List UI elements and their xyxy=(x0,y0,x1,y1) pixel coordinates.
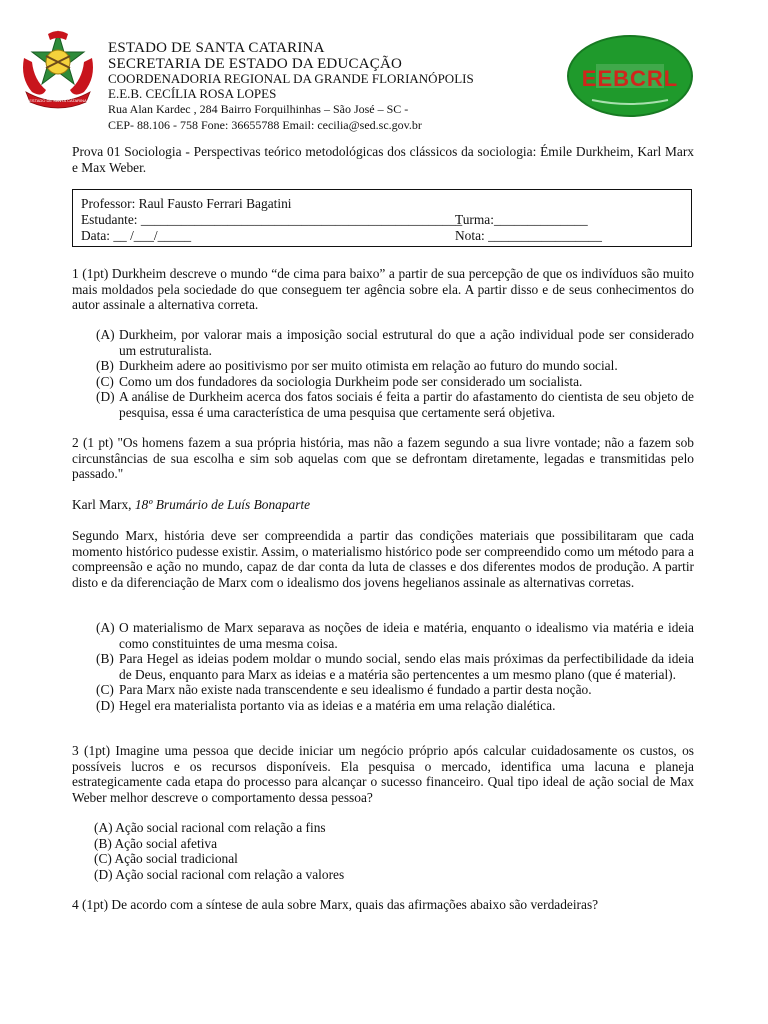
q1-option-a[interactable] xyxy=(96,327,694,358)
state-name: ESTADO DE SANTA CATARINA xyxy=(108,40,325,56)
class-field[interactable]: Turma:______________ xyxy=(455,212,588,227)
option-label: (B) xyxy=(96,358,114,374)
question-2-options xyxy=(96,620,694,714)
question-2-text: 2 (1 pt) "Os homens fazem a sua própria história, mas não a fazem segundo a sua livre vontade; não a fazem sob circunstâncias de sua escolha e sim sob aquelas com que se defrontam diretamente, legadas e transmitidas pelo passado." xyxy=(72,435,694,482)
option-label: (A) xyxy=(96,620,115,635)
option-text: Ação social afetiva xyxy=(114,835,218,851)
q1-option-d[interactable] xyxy=(96,389,694,420)
q3-option-d[interactable] xyxy=(94,867,494,883)
option-label: (B) xyxy=(94,835,112,851)
question-2-followup: Segundo Marx, história deve ser compreendida a partir das condições materiais que possibilitaram que cada momento histórico pudesse existir. Assim, o materialismo histórico pode ser compreendido como um método para a compreensão e ação no mundo, capaz de dar conta da luta de classes e dos diferentes modos de produção. A partir disto e da diferenciação de Marx com o idealismo dos jovens hegelianos assinale as alternativas corretas. xyxy=(72,528,694,590)
student-field[interactable]: Estudante: ________________________________________________ xyxy=(81,212,463,227)
option-text: Ação social racional com relação a valores xyxy=(115,866,345,882)
question-1-text: 1 (1pt) Durkheim descreve o mundo “de cima para baixo” a partir de sua percepção de que os indivíduos são muito mais moldados pela sociedade do que conseguem ter agência sobre ela. A partir disso e de seus conhecimentos do autor assinale a alternativa correta. xyxy=(72,266,694,313)
q2-option-c[interactable] xyxy=(96,682,694,698)
school-address: Rua Alan Kardec , 284 Bairro Forquilhinhas – São José – SC - xyxy=(108,102,409,116)
letterhead xyxy=(18,28,758,138)
option-text: Ação social tradicional xyxy=(114,851,238,867)
q2-option-a[interactable] xyxy=(96,620,694,651)
q3-option-b[interactable] xyxy=(94,836,494,852)
citation-author: Karl Marx, xyxy=(72,497,135,512)
option-label: (D) xyxy=(96,697,115,713)
q2-option-b[interactable] xyxy=(96,651,694,682)
q3-option-a[interactable] xyxy=(94,820,494,836)
school-logo-icon xyxy=(566,34,694,118)
option-text: Para Marx não existe nada transcendente e seu idealismo é fundado a partir desta noção. xyxy=(119,682,592,698)
option-label: (C) xyxy=(94,851,112,867)
question-1-options xyxy=(96,327,694,421)
question-2-citation xyxy=(72,497,694,513)
question-3-text: 3 (1pt) Imagine uma pessoa que decide iniciar um negócio próprio após calcular cuidadosamente os custos, os possíveis lucros e os recursos disponíveis. Ela pesquisa o mercado, identifica uma lacuna e planeja estrategicamente cada etapa do processo para alcançar o sucesso financeiro. Qual tipo ideal de ação social de Max Weber melhor descreve o comportamento dessa pessoa? xyxy=(72,743,694,805)
grade-field[interactable]: Nota: _________________ xyxy=(455,228,602,243)
option-text: A análise de Durkheim acerca dos fatos sociais é feita a partir do afastamento do cientista de seu objeto de pesquisa, essa é uma característica de uma pesquisa que certamente será objetiva. xyxy=(119,389,694,420)
q2-option-d[interactable] xyxy=(96,698,694,714)
q3-option-c[interactable] xyxy=(94,851,494,867)
option-label: (A) xyxy=(94,820,113,835)
q1-option-c[interactable] xyxy=(96,374,694,390)
option-text: Durkheim, por valorar mais a imposição social estrutural do que a ação individual pode ser considerado um estruturalista. xyxy=(119,327,694,358)
question-4-text: 4 (1pt) De acordo com a síntese de aula sobre Marx, quais das afirmações abaixo são verdadeiras? xyxy=(72,897,599,912)
secretariat-name: SECRETARIA DE ESTADO DA EDUCAÇÃO xyxy=(108,56,403,72)
option-label: (C) xyxy=(96,682,114,698)
teacher-name: Professor: Raul Fausto Ferrari Bagatini xyxy=(81,196,292,211)
school-name: E.E.B. CECÍLIA ROSA LOPES xyxy=(108,85,277,101)
question-3-options xyxy=(94,820,494,882)
option-label: (D) xyxy=(94,866,113,882)
option-text: Durkheim adere ao positivismo por ser muito otimista em relação ao futuro do mundo social. xyxy=(119,358,618,374)
exam-title: Prova 01 Sociologia - Perspectivas teórico metodológicas dos clássicos da sociologia: Émile Durkheim, Karl Marx e Max Weber. xyxy=(72,144,694,175)
option-text: Ação social racional com relação a fins xyxy=(115,820,326,835)
q1-option-b[interactable] xyxy=(96,358,694,374)
crest-banner-text: ESTADO DE SANTA CATARINA xyxy=(29,98,87,103)
option-label: (C) xyxy=(96,373,114,389)
citation-work: 18º Brumário de Luís Bonaparte xyxy=(134,497,311,512)
option-text: Hegel era materialista portanto via as ideias e a matéria em uma relação dialética. xyxy=(119,697,556,713)
logo-text: EEBCRL xyxy=(581,66,679,91)
option-label: (D) xyxy=(96,389,115,405)
date-field[interactable]: Data: __ /___/_____ xyxy=(81,228,192,243)
letterhead-text xyxy=(108,40,578,133)
school-contact: CEP- 88.106 - 758 Fone: 36655788 Email: cecilia@sed.sc.gov.br xyxy=(108,118,422,132)
state-crest-icon xyxy=(18,28,98,110)
option-label: (A) xyxy=(96,327,115,342)
student-info-box xyxy=(72,189,692,247)
coordination-name: COORDENADORIA REGIONAL DA GRANDE FLORIANÓPOLIS xyxy=(108,71,474,86)
option-text: O materialismo de Marx separava as noções de ideia e matéria, enquanto o idealismo via matéria e ideia como constituintes de uma mesma coisa. xyxy=(119,620,694,651)
option-text: Como um dos fundadores da sociologia Durkheim pode ser considerado um socialista. xyxy=(119,373,583,389)
option-text: Para Hegel as ideias podem moldar o mundo social, sendo elas mais próximas da perfectibilidade da ideia de Deus, enquanto para Marx as ideias e a matéria são pertencentes a um mesmo plano (que é material). xyxy=(119,651,694,682)
option-label: (B) xyxy=(96,651,114,667)
